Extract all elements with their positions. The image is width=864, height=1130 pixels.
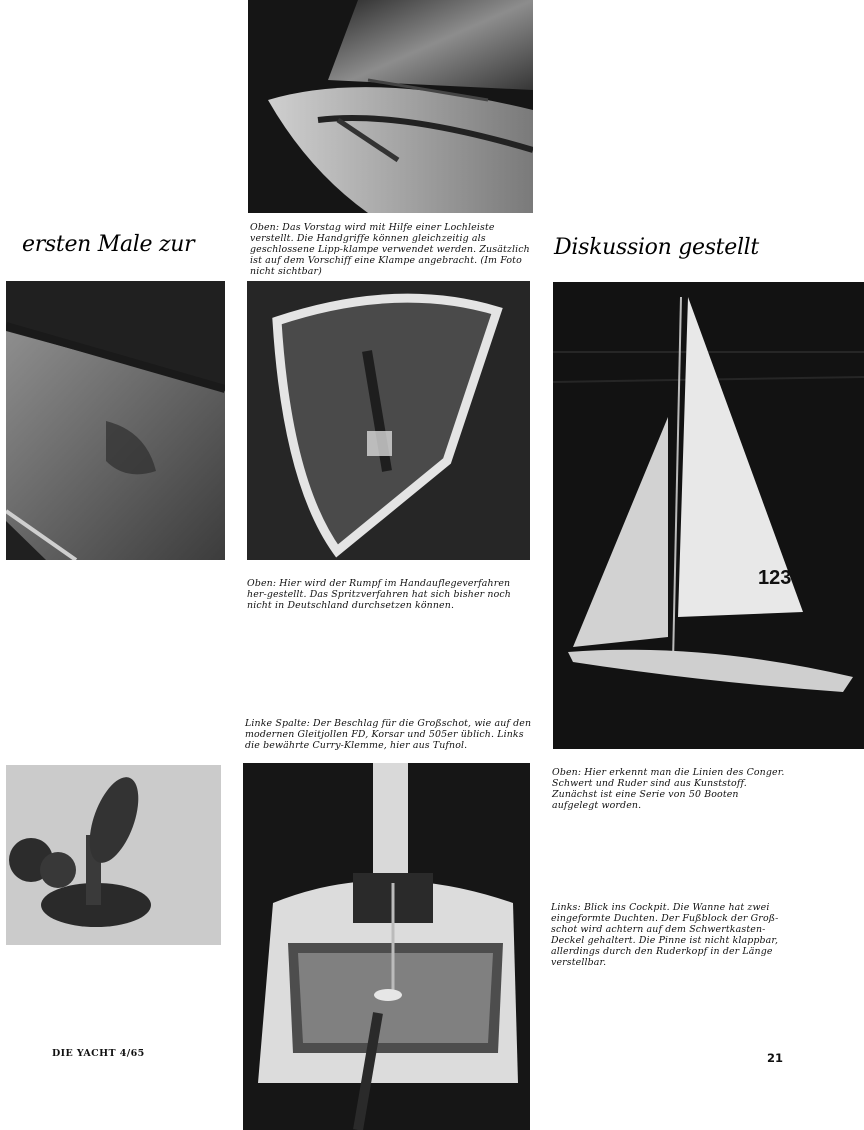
cam-cleat-photo bbox=[6, 765, 221, 945]
sail-number: 123 bbox=[758, 567, 792, 589]
page-number: 21 bbox=[767, 1051, 784, 1065]
magazine-footer: DIE YACHT 4/65 bbox=[52, 1048, 145, 1059]
caption-cockpit: Links: Blick ins Cockpit. Die Wanne hat zwei eingeformte Duchten. Der Fußblock der Groß-schot wird achtern auf dem Schwertkasten-Deckel gehaltert. Die Pinne ist nicht klappbar, allerdings durch den Ruderkopf in der Länge verstellbar. bbox=[551, 902, 779, 968]
hull-mold-photo bbox=[247, 281, 530, 560]
headline-right: Diskussion gestellt bbox=[554, 235, 759, 260]
caption-forestay: Oben: Das Vorstag wird mit Hilfe einer Lochleiste verstellt. Die Handgriffe können gleichzeitig als geschlossene Lipp-klampe verwendet werden. Zusätzlich ist auf dem Vorschiff eine Klampe angebracht. (Im Foto nicht sichtbar) bbox=[250, 222, 530, 277]
caption-conger: Oben: Hier erkennt man die Linien des Conger. Schwert und Ruder sind aus Kunststoff. Zunächst ist eine Serie von 50 Booten aufgelegt worden. bbox=[552, 767, 785, 811]
caption-hull-mold: Oben: Hier wird der Rumpf im Handauflegeverfahren her-gestellt. Das Spritzverfahren hat sich bisher noch nicht in Deutschland durchsetzen können. bbox=[247, 578, 511, 611]
hull-corner-photo bbox=[6, 281, 225, 560]
cockpit-photo bbox=[243, 763, 530, 1130]
caption-left-column: Linke Spalte: Der Beschlag für die Großschot, wie auf den modernen Gleitjollen FD, Korsar und 505er üblich. Links die bewährte Curry-Klemme, hier aus Tufnol. bbox=[245, 718, 532, 751]
headline-left: ersten Male zur bbox=[22, 232, 195, 257]
forestay-photo bbox=[248, 0, 533, 213]
sailboat-photo bbox=[553, 282, 864, 749]
